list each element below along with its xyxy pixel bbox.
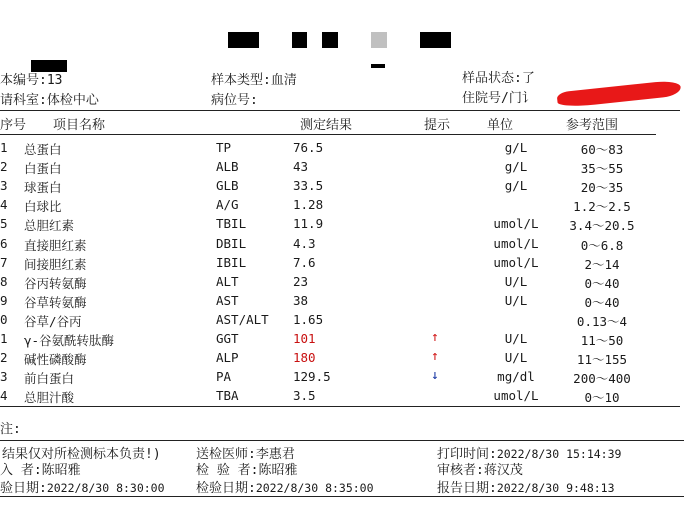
row-number: 9	[0, 293, 8, 308]
dept-label: 请科室:	[0, 93, 47, 108]
inspector-field	[196, 459, 298, 478]
arrow-up-icon: ↑	[431, 349, 439, 364]
sample-status-label: 样品状态:	[462, 71, 522, 86]
item-code: ALB	[216, 159, 239, 174]
col-unit: 单位	[487, 118, 514, 133]
print-time-label: 打印时间:	[437, 447, 497, 462]
row-number: 1	[0, 331, 8, 346]
entry-label: 入 者:	[0, 463, 42, 478]
sample-no-label: 本编号:	[0, 73, 47, 88]
inspect-date-value: 2022/8/30 8:35:00	[255, 481, 374, 495]
bed-label: 病位号:	[211, 93, 258, 108]
result-value: 33.5	[293, 178, 324, 193]
entry-field	[0, 459, 81, 478]
item-code: AST	[216, 293, 239, 308]
bed-field	[211, 89, 258, 108]
item-name: 碱性磷酸酶	[24, 352, 87, 367]
result-value: 7.6	[293, 255, 316, 270]
item-code: GGT	[216, 331, 239, 346]
item-code: TP	[216, 140, 232, 155]
result-value: 4.3	[293, 236, 316, 251]
reviewer-field	[437, 459, 523, 478]
item-name: 白球比	[24, 199, 62, 214]
reference-range: 0～40	[584, 276, 620, 291]
item-name: 谷草转氨酶	[24, 295, 87, 310]
item-code: GLB	[216, 178, 239, 193]
reference-range: 0～10	[584, 390, 620, 405]
print-time-value: 2022/8/30 15:14:39	[496, 447, 622, 461]
inspector-label: 检 验 者:	[196, 463, 259, 478]
reference-range: 0～6.8	[580, 238, 624, 253]
collect-date-field	[0, 477, 165, 496]
redaction-block	[371, 64, 385, 68]
item-name: 间接胆红素	[24, 257, 87, 272]
row-number: 4	[0, 197, 8, 212]
result-value: 180	[293, 350, 316, 365]
arrow-up-icon: ↑	[431, 330, 439, 345]
col-range: 参考范围	[566, 118, 619, 133]
row-number: 3	[0, 178, 8, 193]
row-number: 2	[0, 159, 8, 174]
result-value: 43	[293, 159, 309, 174]
disclaimer: 结果仅对所检测标本负责!)	[2, 447, 161, 462]
item-name: 谷丙转氨酶	[24, 276, 87, 291]
sample-no-value: 13	[46, 73, 63, 88]
result-value: 129.5	[293, 369, 331, 384]
collect-date-label: 验日期:	[0, 481, 47, 496]
item-name: 总胆汁酸	[24, 390, 75, 405]
report-date-value: 2022/8/30 9:48:13	[496, 481, 615, 495]
item-name: 谷草/谷丙	[24, 314, 82, 329]
item-name: 总胆红素	[24, 218, 75, 233]
result-value: 11.9	[293, 216, 324, 231]
result-value: 101	[293, 331, 316, 346]
item-code: PA	[216, 369, 232, 384]
inpatient-label: 住院号/门讠	[462, 91, 535, 106]
redaction-block	[371, 32, 387, 48]
redaction-scribble	[557, 80, 682, 109]
unit: U/L	[504, 331, 528, 346]
reference-range: 0.13～4	[576, 314, 628, 329]
reference-range: 11～50	[580, 333, 624, 348]
sample-type-value: 血清	[270, 73, 297, 88]
result-value: 1.65	[293, 312, 324, 327]
reference-range: 20～35	[580, 180, 624, 195]
result-value: 1.28	[293, 197, 324, 212]
reference-range: 2～14	[584, 257, 620, 272]
inspect-date-label: 检验日期:	[196, 481, 256, 496]
report-date-label: 报告日期:	[437, 481, 497, 496]
reference-range: 200～400	[573, 371, 631, 386]
doctor-value: 李惠君	[255, 447, 295, 462]
row-number: 2	[0, 350, 8, 365]
divider	[0, 406, 680, 407]
unit: g/L	[504, 140, 528, 155]
arrow-down-icon: ↓	[431, 368, 439, 383]
item-code: DBIL	[216, 236, 247, 251]
sample-no-field	[0, 69, 62, 88]
item-code: ALT	[216, 274, 239, 289]
unit: g/L	[504, 159, 528, 174]
reference-range: 3.4～20.5	[569, 218, 635, 233]
row-number: 7	[0, 255, 8, 270]
row-number: 1	[0, 140, 8, 155]
divider	[0, 440, 684, 441]
result-value: 38	[293, 293, 309, 308]
col-hint: 提示	[424, 118, 451, 133]
inpatient-field	[462, 87, 535, 106]
result-value: 23	[293, 274, 309, 289]
item-name: 直接胆红素	[24, 238, 87, 253]
unit: U/L	[504, 274, 528, 289]
sample-type-label: 样本类型:	[211, 73, 271, 88]
divider	[0, 110, 680, 111]
inspector-value: 陈昭雅	[258, 463, 298, 478]
divider	[0, 496, 684, 497]
item-code: TBIL	[216, 216, 247, 231]
reviewer-label: 审核者:	[437, 463, 484, 478]
inspect-date-field	[196, 477, 374, 496]
redaction-block	[228, 32, 259, 48]
reference-range: 1.2～2.5	[573, 199, 631, 214]
reference-range: 11～155	[576, 352, 628, 367]
item-name: 球蛋白	[24, 180, 62, 195]
unit: mg/dl	[497, 369, 535, 384]
redaction-block	[420, 32, 451, 48]
item-name: 白蛋白	[24, 161, 62, 176]
unit: umol/L	[493, 255, 539, 270]
row-number: 0	[0, 312, 8, 327]
result-value: 76.5	[293, 140, 324, 155]
reference-range: 0～40	[584, 295, 620, 310]
unit: umol/L	[493, 216, 539, 231]
item-code: IBIL	[216, 255, 247, 270]
unit: umol/L	[493, 236, 539, 251]
dept-field	[0, 89, 99, 108]
unit: g/L	[504, 178, 528, 193]
item-name: 总蛋白	[24, 142, 62, 157]
sample-status-value: 了	[521, 71, 535, 86]
row-number: 5	[0, 216, 8, 231]
reference-range: 35～55	[580, 161, 624, 176]
report-date-field	[437, 477, 615, 496]
collect-date-value: 2022/8/30 8:30:00	[46, 481, 165, 495]
result-value: 3.5	[293, 388, 316, 403]
row-number: 8	[0, 274, 8, 289]
col-result: 测定结果	[300, 118, 353, 133]
sample-status-field	[462, 67, 535, 86]
redaction-block	[322, 32, 338, 48]
sample-type-field	[211, 69, 297, 88]
unit: umol/L	[493, 388, 539, 403]
row-number: 3	[0, 369, 8, 384]
row-number: 4	[0, 388, 8, 403]
dept-value: 体检中心	[46, 93, 99, 108]
col-seq: 序号	[0, 118, 27, 133]
reference-range: 60～83	[580, 142, 624, 157]
item-code: AST/ALT	[216, 312, 269, 327]
row-number: 6	[0, 236, 8, 251]
item-code: TBA	[216, 388, 239, 403]
item-code: ALP	[216, 350, 239, 365]
col-name: 项目名称	[53, 118, 106, 133]
item-name: 前白蛋白	[24, 371, 75, 386]
note-label: 注:	[0, 422, 21, 437]
doctor-label: 送检医师:	[196, 447, 256, 462]
item-name: γ-谷氨酰转肽酶	[24, 333, 115, 348]
unit: U/L	[504, 350, 528, 365]
reviewer-value: 蒋汉茂	[483, 463, 523, 478]
item-code: A/G	[216, 197, 239, 212]
entry-value: 陈昭雅	[41, 463, 81, 478]
unit: U/L	[504, 293, 528, 308]
redaction-block	[292, 32, 307, 48]
divider	[0, 134, 656, 135]
